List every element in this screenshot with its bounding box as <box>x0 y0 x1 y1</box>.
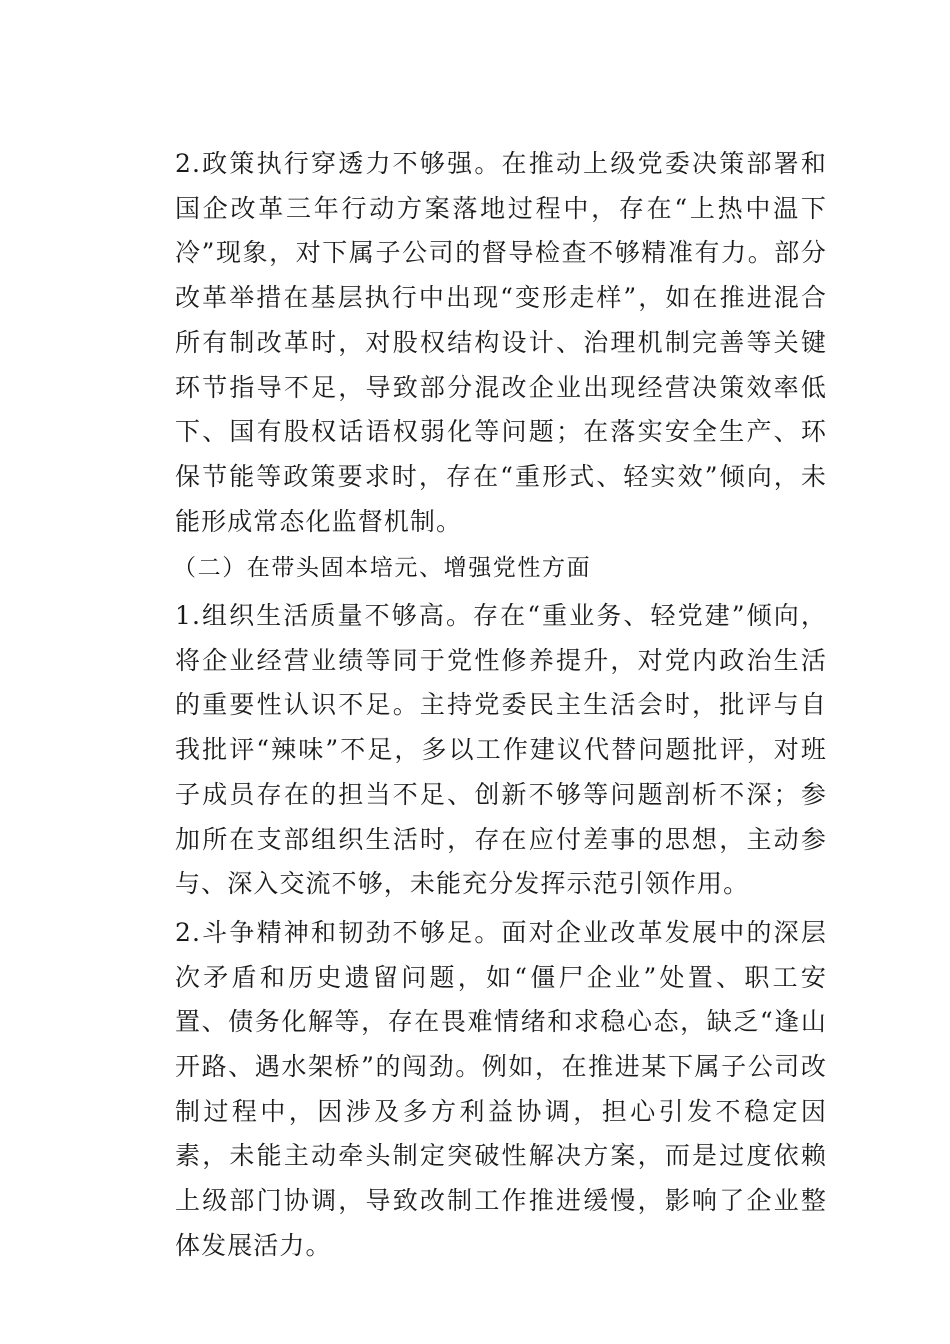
section-heading: （二）在带头固本培元、增强党性方面 <box>173 555 592 582</box>
paragraph-policy-execution: 2.政策执行穿透力不够强。在推动上级党委决策部署和国企改革三年行动方案落地过程中，存在“上热中温下冷”现象，对下属子公司的督导检查不够精准有力。部分改革举措在基层执行中出现“变形走样”，如在推进混合所有制改革时，对股权结构设计、治理机制完善等关键环节指导不足，导致部分混改企业出现经营决策效率低下、国有股权话语权弱化等问题；在落实安全生产、环保节能等政策要求时，存在“重形式、轻实效”倾向，未能形成常态化监督机制。 <box>175 149 827 536</box>
document-body <box>175 142 827 1269</box>
paragraph-fighting-spirit: 2.斗争精神和韧劲不够足。面对企业改革发展中的深层次矛盾和历史遗留问题，如“僵尸企业”处置、职工安置、债务化解等，存在畏难情绪和求稳心态，缺乏“逢山开路、遇水架桥”的闯劲。例如，在推进某下属子公司改制过程中，因涉及多方利益协调，担心引发不稳定因素，未能主动牵头制定突破性解决方案，而是过度依赖上级部门协调，导致改制工作推进缓慢，影响了企业整体发展活力。 <box>175 917 827 1260</box>
paragraph-org-life-quality: 1.组织生活质量不够高。存在“重业务、轻党建”倾向，将企业经营业绩等同于党性修养提升，对党内政治生活的重要性认识不足。主持党委民主生活会时，批评与自我批评“辣味”不足，多以工作建议代替问题批评，对班子成员存在的担当不足、创新不够等问题剖析不深；参加所在支部组织生活时，存在应付差事的思想，主动参与、深入交流不够，未能充分发挥示范引领作用。 <box>175 601 827 899</box>
